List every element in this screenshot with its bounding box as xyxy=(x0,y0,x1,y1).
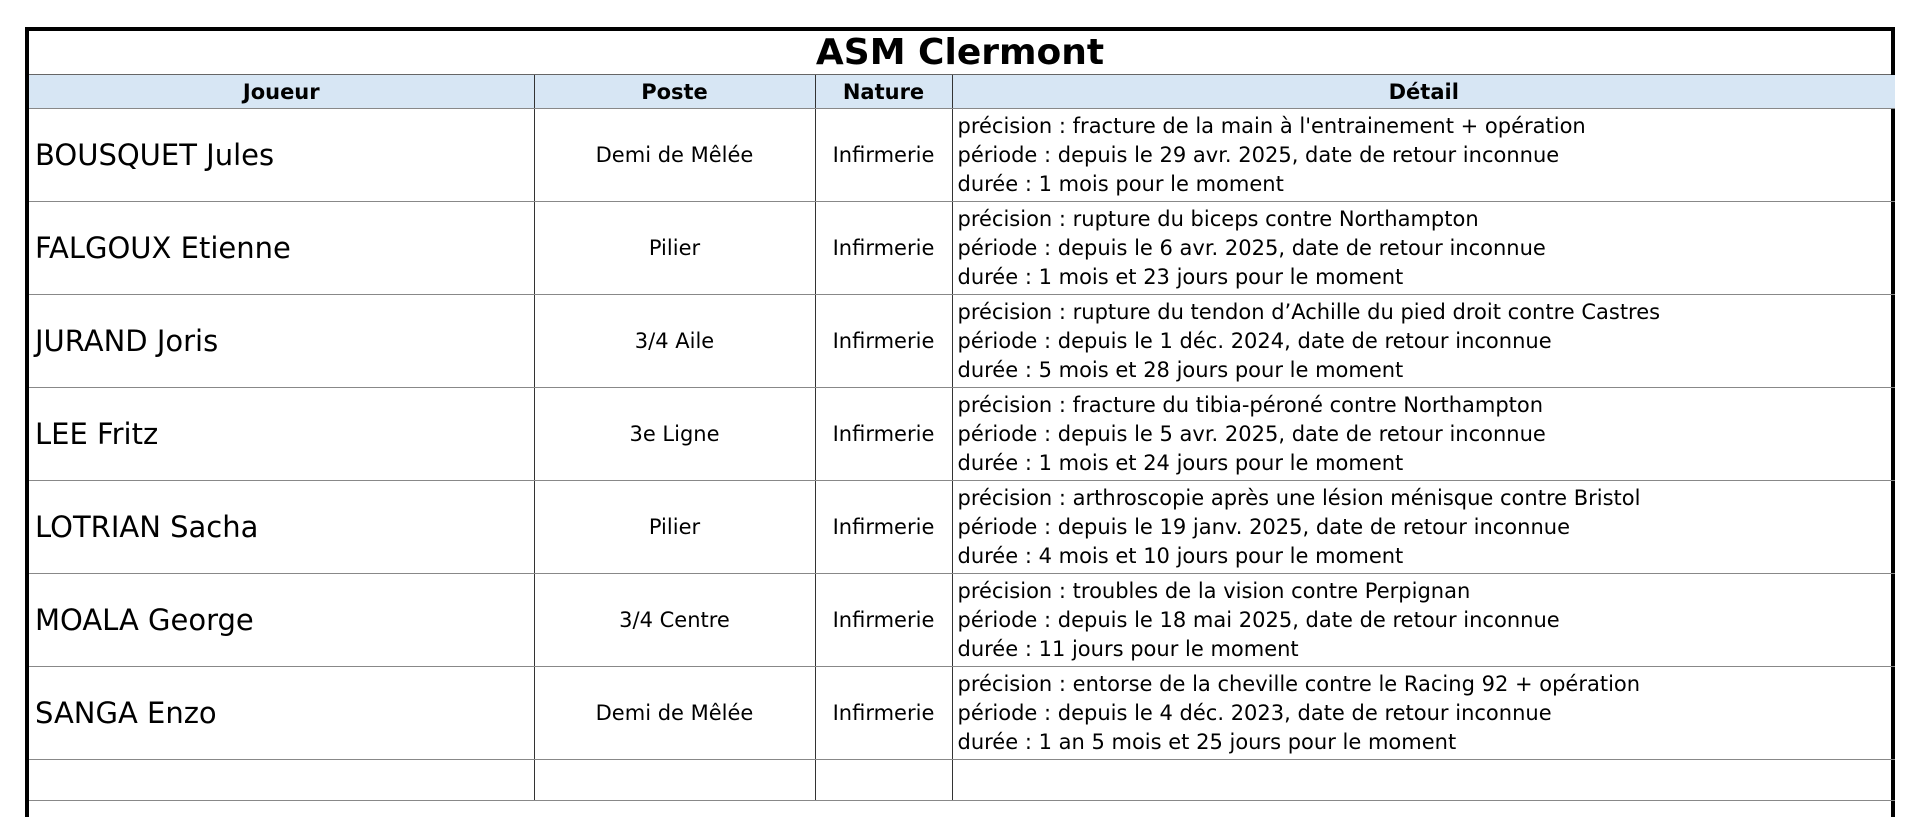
detail-duree: durée : 1 mois et 23 jours pour le moment xyxy=(957,264,1404,289)
detail-duree: durée : 1 mois et 24 jours pour le moment xyxy=(957,450,1404,475)
player-name: LOTRIAN Sacha xyxy=(29,481,534,574)
player-position: Pilier xyxy=(534,202,815,295)
detail-precision: précision : rupture du biceps contre Northampton xyxy=(957,206,1479,231)
injury-nature: Infirmerie xyxy=(815,295,952,388)
injury-detail xyxy=(952,109,1895,202)
player-name: FALGOUX Etienne xyxy=(29,202,534,295)
header-poste: Poste xyxy=(534,75,815,109)
detail-periode: période : depuis le 1 déc. 2024, date de retour inconnue xyxy=(957,328,1552,353)
injury-detail xyxy=(952,295,1895,388)
detail-periode: période : depuis le 18 mai 2025, date de retour inconnue xyxy=(957,607,1560,632)
injury-nature: Infirmerie xyxy=(815,202,952,295)
injury-detail xyxy=(952,574,1895,667)
detail-precision: précision : entorse de la cheville contre le Racing 92 + opération xyxy=(957,671,1641,696)
detail-periode: période : depuis le 4 déc. 2023, date de retour inconnue xyxy=(957,700,1552,725)
player-name: SANGA Enzo xyxy=(29,667,534,760)
injury-detail xyxy=(952,481,1895,574)
team-title: ASM Clermont xyxy=(29,31,1891,75)
injury-detail xyxy=(952,388,1895,481)
injury-detail xyxy=(952,202,1895,295)
detail-duree: durée : 1 mois pour le moment xyxy=(957,171,1284,196)
empty-cell xyxy=(29,760,534,801)
table-row xyxy=(29,574,1895,667)
player-name: BOUSQUET Jules xyxy=(29,109,534,202)
detail-periode: période : depuis le 6 avr. 2025, date de retour inconnue xyxy=(957,235,1546,260)
injury-detail xyxy=(952,667,1895,760)
injury-sheet xyxy=(25,27,1895,817)
detail-duree: durée : 1 an 5 mois et 25 jours pour le moment xyxy=(957,729,1457,754)
detail-precision: précision : rupture du tendon d’Achille du pied droit contre Castres xyxy=(957,299,1661,324)
header-joueur: Joueur xyxy=(29,75,534,109)
detail-precision: précision : troubles de la vision contre Perpignan xyxy=(957,578,1471,603)
header-nature: Nature xyxy=(815,75,952,109)
player-position: 3/4 Aile xyxy=(534,295,815,388)
header-row xyxy=(29,75,1895,109)
empty-cell xyxy=(815,760,952,801)
player-name: JURAND Joris xyxy=(29,295,534,388)
empty-row xyxy=(29,760,1895,801)
player-name: LEE Fritz xyxy=(29,388,534,481)
injury-nature: Infirmerie xyxy=(815,388,952,481)
player-position: Demi de Mêlée xyxy=(534,109,815,202)
detail-precision: précision : arthroscopie après une lésion ménisque contre Bristol xyxy=(957,485,1641,510)
empty-cell xyxy=(534,760,815,801)
detail-periode: période : depuis le 29 avr. 2025, date de retour inconnue xyxy=(957,142,1560,167)
player-position: Pilier xyxy=(534,481,815,574)
player-position: Demi de Mêlée xyxy=(534,667,815,760)
injury-nature: Infirmerie xyxy=(815,481,952,574)
detail-duree: durée : 4 mois et 10 jours pour le moment xyxy=(957,543,1404,568)
player-position: 3/4 Centre xyxy=(534,574,815,667)
detail-duree: durée : 5 mois et 28 jours pour le moment xyxy=(957,357,1404,382)
detail-precision: précision : fracture du tibia-péroné contre Northampton xyxy=(957,392,1544,417)
table-row xyxy=(29,481,1895,574)
injury-nature: Infirmerie xyxy=(815,667,952,760)
table-row xyxy=(29,202,1895,295)
table-row xyxy=(29,295,1895,388)
detail-periode: période : depuis le 19 janv. 2025, date de retour inconnue xyxy=(957,514,1570,539)
player-position: 3e Ligne xyxy=(534,388,815,481)
table-row xyxy=(29,667,1895,760)
injury-nature: Infirmerie xyxy=(815,109,952,202)
header-detail: Détail xyxy=(952,75,1895,109)
detail-periode: période : depuis le 5 avr. 2025, date de retour inconnue xyxy=(957,421,1546,446)
detail-duree: durée : 11 jours pour le moment xyxy=(957,636,1299,661)
injury-table xyxy=(29,75,1895,801)
table-row xyxy=(29,109,1895,202)
table-row xyxy=(29,388,1895,481)
injury-nature: Infirmerie xyxy=(815,574,952,667)
player-name: MOALA George xyxy=(29,574,534,667)
empty-cell xyxy=(952,760,1895,801)
detail-precision: précision : fracture de la main à l'entrainement + opération xyxy=(957,113,1586,138)
